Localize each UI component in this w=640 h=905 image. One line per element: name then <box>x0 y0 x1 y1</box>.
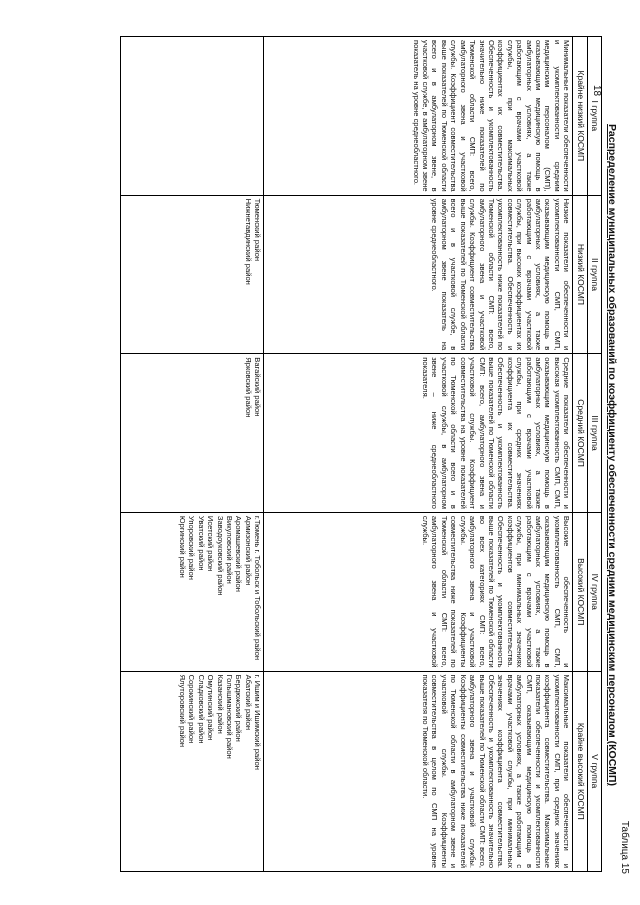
area-name: г. Ишим и Ишимский район <box>253 674 263 770</box>
group-header: IV группа <box>587 512 601 671</box>
area-name: Юргинский район <box>177 515 187 578</box>
level-header: Крайне высокий КОСМП <box>573 671 587 871</box>
area-name: Упоровский район <box>187 515 197 580</box>
area-name: Исетский район <box>206 515 216 572</box>
areas-row <box>121 37 264 872</box>
area-name: Заводоуковский район <box>215 515 225 596</box>
area-name: г.Тюмень г. Тобольск и Тобольский район <box>253 515 263 661</box>
level-header: Низкий КОСМП <box>573 195 587 354</box>
area-name: Ялуторовский район <box>177 674 187 748</box>
level-header: Крайне низкий КОСМП <box>573 37 587 196</box>
group-areas <box>121 354 264 513</box>
area-name: Голышмановский район <box>224 674 234 759</box>
area-name: Армизонский район <box>243 515 253 586</box>
level-header-row <box>573 37 587 872</box>
level-header: Средний КОСМП <box>573 354 587 513</box>
area-name: Сладковский район <box>196 674 206 744</box>
area-name: Нижнетавдинский район <box>243 198 253 285</box>
area-name: Тюменский район <box>253 198 263 262</box>
area-name: Казанский район <box>215 674 225 734</box>
page-number: 18 <box>591 85 602 97</box>
area-name: Викуловский район <box>224 515 234 584</box>
group-description: Минимальные показатели обеспеченности и укомплектованности средним медицинским персоналом (СМП), оказывающим медицинскую помощь в амбулаторных условиях, а также работающим с врачами участковой службы, при максимальных коэффициентах их совместительства. Обеспеченность и укомплектованность значительно ниже показателей по Тюменской области СМП: всего, амбулаторного звена и участковой службы. Коэффициент совместительства выше показателей по Тюменской области всего и в амбулаторном звене, в участковой службе, в амбулаторном звене показатель на уровне среднеобластного. <box>264 37 573 196</box>
group-header: I группа <box>587 37 601 196</box>
area-name: Бердюжский район <box>234 674 244 742</box>
level-header: Высокий КОСМП <box>573 512 587 671</box>
group-areas <box>121 195 264 354</box>
table-title: Распределение муниципальных образований по коэффициенту обеспеченности средним медицинским персоналом (КОСМП) <box>606 124 618 786</box>
group-description: Максимальные показатели обеспеченности и укомплектованности СМП, при средних значениях коэффициента совместительства. Максимальные показатели обеспеченности и укомплектованности СМП, оказывающим медицинскую помощь в амбулаторных условиях, а также работающим с врачами участковой службы, при минимальных значениях коэффициента совместительства. Обеспеченность и укомплектованность значительно выше показателей по Тюменской области СМП: всего, амбулаторного звена и участковой службы. Коэффициенты совместительства ниже показателей по Тюменской области в амбулаторном звене и участковой службы. Коэффициенты совместительства в целом по СМП на уровне показателя по Тюменской области. <box>264 671 573 871</box>
group-description: Высокие обеспеченность и укомплектованность СМП, СМП, оказывающим медицинскую помощь в амбулаторных условиях, а также работающим с врачами участковой службы, при минимальных значениях коэффициентов совместительства. Обеспеченность и укомплектованность выше показателей по Тюменской области во всех категориях СМП: всего, амбулаторного звена и участковой службы. Коэффициенты совместительства ниже показателей по Тюменской области СМП: всего, амбулаторного звена и участковой службы. <box>264 512 573 671</box>
area-name: Уватский район <box>196 515 206 571</box>
group-header: V группа <box>587 671 601 871</box>
group-header-row <box>587 37 601 872</box>
area-name: Сорокинский район <box>187 674 197 744</box>
group-areas <box>121 512 264 671</box>
group-description: Средние показатели обеспеченности и высокая укомплектованность СМП, СМП, оказывающим медицинскую помощь в амбулаторных условиях, а также работающим с врачами участковой службы, при средних значениях коэффициента их совместительства. Обеспеченность и укомплектованность выше показателей по Тюменской области СМП: всего, амбулаторного звена и участковой службы. Коэффициент совместительства на уровне показателей по Тюменской области всего и в участковой службы, в амбулаторном звене – ниже среднеобластного показателя. <box>264 354 573 513</box>
table-number: Таблица 15 <box>619 820 630 874</box>
area-name: Аромашевский район <box>234 515 244 592</box>
group-header: II группа <box>587 195 601 354</box>
distribution-table <box>120 36 602 872</box>
group-areas <box>121 37 264 196</box>
area-name: Вагайский район <box>253 357 263 417</box>
area-name: Ярковский район <box>243 357 253 418</box>
group-description: Низкие показатели обеспеченности и укомплектованности СМП, СМП, оказывающим медицинскую помощь в амбулаторных условиях, а также работающим с врачами участковой службы, при высоких коэффициентах их совместительства. Обеспеченность и укомплектованность ниже показателей по Тюменской области СМП: всего, амбулаторного звена и участковой службы. Коэффициент совместительства выше показателей по Тюменской области всего и в участковой службе, в амбулаторном звене показатель на уровне среднеобластного. <box>264 195 573 354</box>
rotated-page <box>72 30 632 880</box>
area-name: Омутинский район <box>206 674 216 741</box>
area-name: Абатский район <box>243 674 253 731</box>
group-areas <box>121 671 264 871</box>
group-header: III группа <box>587 354 601 513</box>
description-row <box>264 37 573 872</box>
